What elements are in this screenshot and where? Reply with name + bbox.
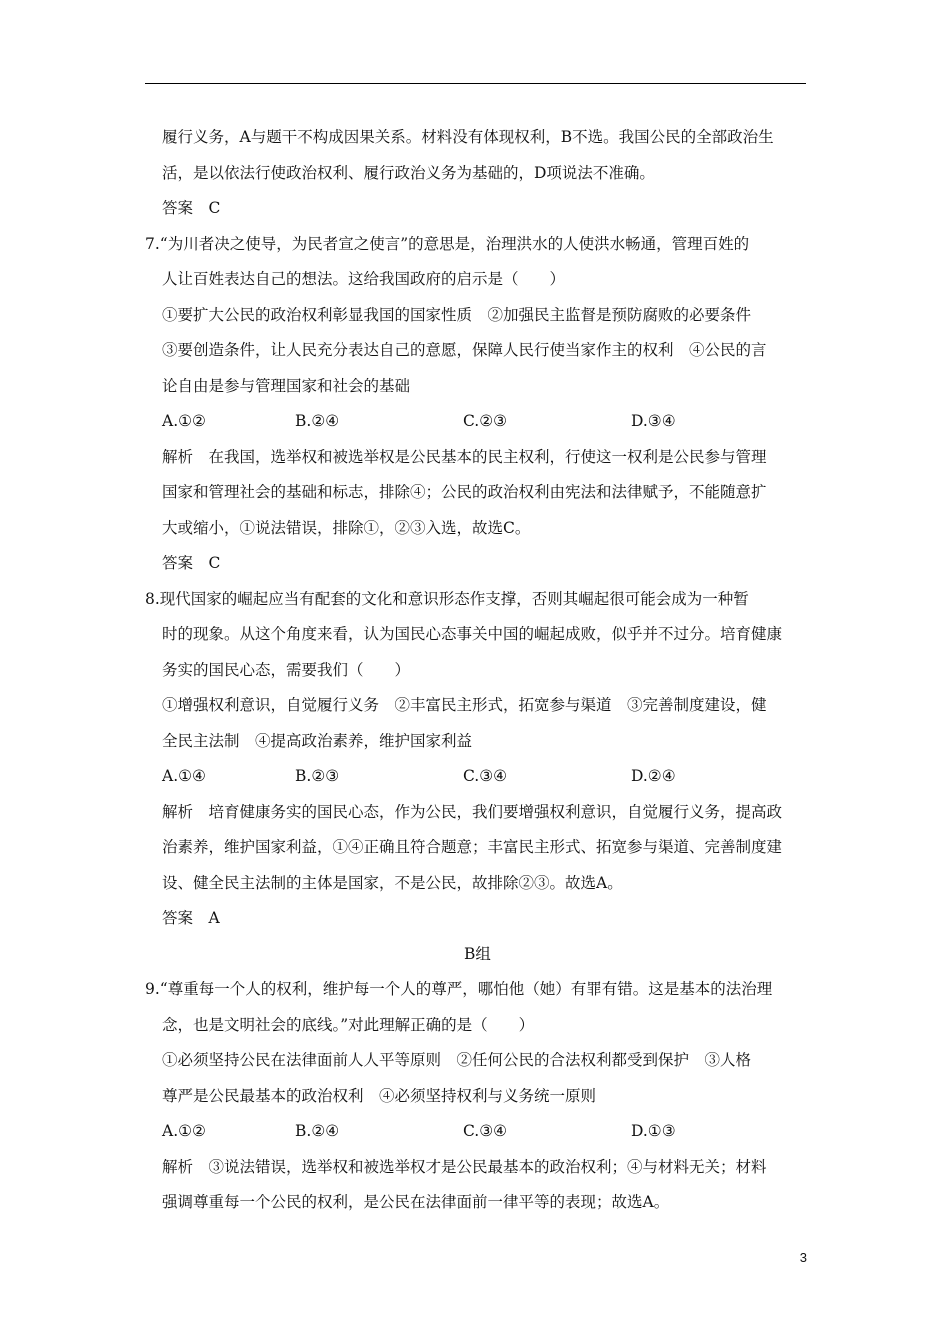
statement-line: 全民主法制 ④提高政治素养，维护国家利益: [162, 731, 473, 750]
question-7: [145, 227, 810, 582]
question-stem: 8.现代国家的崛起应当有配套的文化和意识形态作支撑，否则其崛起很可能会成为一种暂: [145, 589, 749, 608]
option-d: D.①③: [631, 1122, 676, 1140]
options-row: [145, 1114, 810, 1150]
option-a: A.①④: [162, 767, 206, 785]
text-line: 活，是以依法行使政治权利、履行政治义务为基础的，D项说法不准确。: [162, 163, 655, 182]
option-c: C.②③: [463, 412, 508, 430]
analysis-line: 解析 培育健康务实的国民心态，作为公民，我们要增强权利意识，自觉履行义务，提高政: [162, 802, 783, 821]
answer: 答案 C: [162, 554, 221, 572]
question-stem: 时的现象。从这个角度来看，认为国民心态事关中国的崛起成败，似乎并不过分。培育健康: [162, 625, 783, 643]
question-stem: 念，也是文明社会的底线。”对此理解正确的是（ ）: [162, 1015, 535, 1034]
option-b: B.②③: [295, 767, 340, 785]
statement-line: ①增强权利意识，自觉履行义务 ②丰富民主形式，拓宽参与渠道 ③完善制度建设，健: [162, 696, 767, 714]
statement-line: 论自由是参与管理国家和社会的基础: [162, 376, 411, 395]
question-8: [145, 582, 810, 937]
option-d: D.②④: [631, 767, 676, 785]
analysis-line: 强调尊重每一个公民的权利，是公民在法律面前一律平等的表现；故选A。: [162, 1193, 670, 1211]
option-a: A.①②: [162, 412, 206, 430]
page-number: 3: [799, 1250, 807, 1265]
answer: 答案 C: [162, 199, 221, 217]
group-heading: B组: [464, 944, 491, 963]
question-stem: 7.“为川者决之使导，为民者宣之使言”的意思是，治理洪水的人使洪水畅通，管理百姓的: [145, 234, 750, 253]
text-line: 履行义务，A与题干不构成因果关系。材料没有体现权利，B不选。我国公民的全部政治生: [162, 128, 774, 146]
option-c: C.③④: [463, 767, 508, 785]
statement-line: 尊严是公民最基本的政治权利 ④必须坚持权利与义务统一原则: [162, 1086, 597, 1105]
options-row: [145, 404, 810, 440]
header-rule: [145, 83, 806, 84]
statement-line: ①必须坚持公民在法律面前人人平等原则 ②任何公民的合法权利都受到保护 ③人格: [162, 1051, 752, 1069]
question-stem: 务实的国民心态，需要我们（ ）: [162, 660, 411, 679]
analysis-line: 治素养，维护国家利益，①④正确且符合题意；丰富民主形式、拓宽参与渠道、完善制度建: [162, 838, 783, 856]
prev-analysis: [145, 120, 810, 191]
answer: 答案 A: [162, 909, 220, 927]
page-content: [145, 120, 810, 1221]
option-d: D.③④: [631, 412, 676, 430]
analysis-line: 大或缩小，①说法错误，排除①，②③入选，故选C。: [162, 518, 531, 537]
analysis-line: 解析 在我国，选举权和被选举权是公民基本的民主权利，行使这一权利是公民参与管理: [162, 447, 767, 466]
analysis-line: 国家和管理社会的基础和标志，排除④；公民的政治权利由宪法和法律赋予，不能随意扩: [162, 483, 767, 501]
analysis-line: 设、健全民主法制的主体是国家，不是公民，故排除②③。故选A。: [162, 873, 623, 892]
option-b: B.②④: [295, 412, 340, 430]
question-stem: 9.“尊重每一个人的权利，维护每一个人的尊严，哪怕他（她）有罪有错。这是基本的法治理: [145, 980, 773, 998]
statement-line: ①要扩大公民的政治权利彰显我国的国家性质 ②加强民主监督是预防腐败的必要条件: [162, 305, 752, 324]
option-b: B.②④: [295, 1122, 340, 1140]
analysis-line: 解析 ③说法错误，选举权和被选举权才是公民最基本的政治权利；④与材料无关；材料: [162, 1157, 767, 1176]
question-stem: 人让百姓表达自己的想法。这给我国政府的启示是（ ）: [162, 270, 566, 288]
option-a: A.①②: [162, 1122, 206, 1140]
option-c: C.③④: [463, 1122, 508, 1140]
question-9: [145, 972, 810, 1221]
options-row: [145, 759, 810, 795]
statement-line: ③要创造条件，让人民充分表达自己的意愿，保障人民行使当家作主的权利 ④公民的言: [162, 341, 767, 359]
